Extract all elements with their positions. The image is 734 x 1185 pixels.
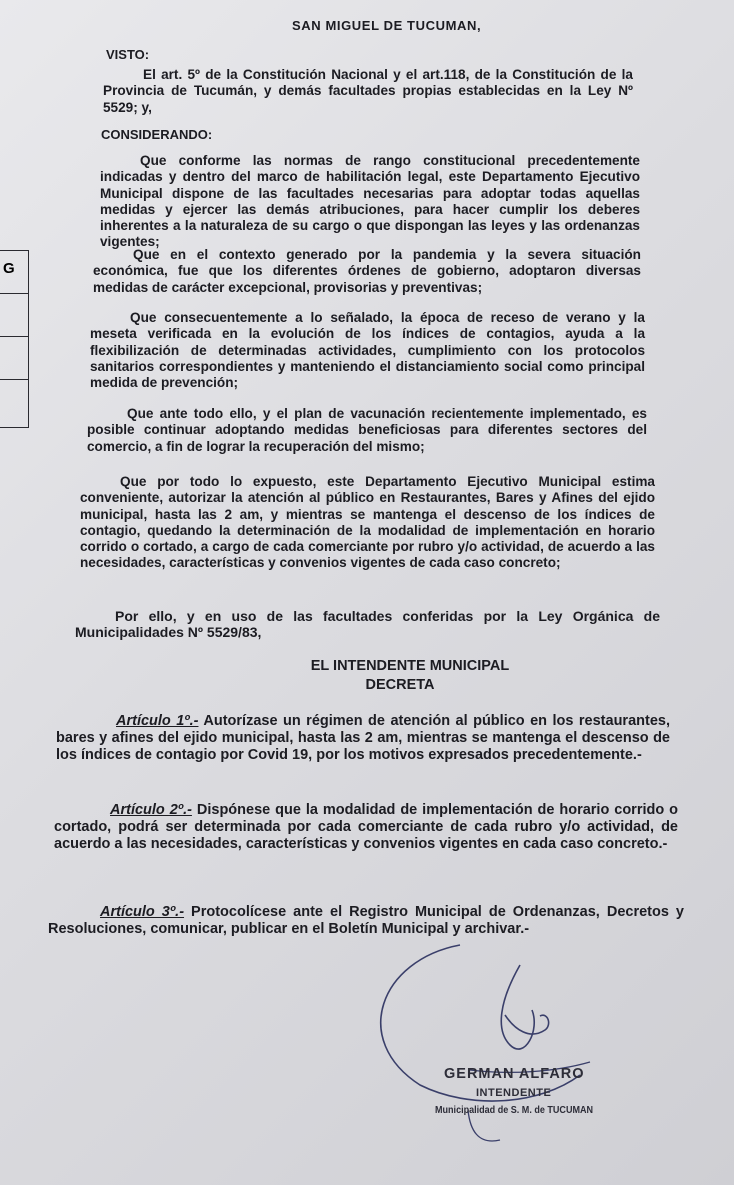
considerando-paragraph-5 [80, 474, 655, 572]
considerando-paragraph-3 [90, 310, 645, 391]
considerando-paragraph-2 [93, 247, 641, 296]
left-tab-cell [0, 337, 28, 380]
article-2-text: Dispónese que la modalidad de implementación de horario corrido o cortado, podrá ser determinada por cada comerciante de cada rubro y/o actividad, de acuerdo a las necesidades, características y convenios vigentes en cada caso concreto.- [54, 802, 678, 852]
signatory-municipality: Municipalidad de S. M. de TUCUMAN [435, 1104, 594, 1116]
article-2-label: Artículo 2º.- [110, 802, 192, 818]
considerando-text-2: Que en el contexto generado por la pandemia y la severa situación económica, fue que los diferentes órdenes de gobierno, adoptaron diversas medidas de carácter excepcional, provisorias y preventivas; [93, 247, 641, 295]
por-ello-text: y en uso de las facultades conferidas por la Ley Orgánica de Municipalidades Nº 5529/83, [75, 608, 660, 641]
decree-title: EL INTENDENTE MUNICIPAL [310, 658, 510, 674]
city-title: SAN MIGUEL DE TUCUMAN, [292, 18, 482, 33]
left-tab-cell [0, 380, 28, 423]
considerando-text-4: Que ante todo ello, y el plan de vacunación recientemente implementado, es posible continuar adoptando medidas beneficiosas para diferentes sectores del comercio, a fin de lograr la recuperación del mismo; [87, 406, 647, 454]
visto-text: El art. 5º de la Constitución Nacional y el art.118, de la Constitución de la Provincia de Tucumán, y demás facultades propias establecidas en la Ley Nº 5529; y, [103, 67, 633, 115]
article-2 [54, 802, 678, 852]
considerando-text-3: Que consecuentemente a lo señalado, la época de receso de verano y la meseta verificada en la evolución de los índices de contagios, ayuda a la flexibilización de determinadas actividades, cumplimiento con los protocolos sanitarios correspondientes y manteniendo el distanciamiento social como principal medida de prevención; [90, 310, 645, 391]
considerando-heading: CONSIDERANDO: [101, 127, 213, 142]
decree-verb: DECRETA [365, 677, 435, 693]
article-3-label: Artículo 3º.- [100, 904, 185, 920]
considerando-paragraph-1 [100, 153, 640, 251]
left-edge-tab [0, 250, 29, 428]
article-3 [48, 904, 684, 938]
article-1 [56, 713, 670, 763]
visto-heading: VISTO: [106, 47, 150, 62]
left-tab-letter: G [0, 251, 28, 294]
article-3-text: Protocolícese ante el Registro Municipal de Ordenanzas, Decretos y Resoluciones, comunicar, publicar en el Boletín Municipal y archivar.- [48, 904, 684, 937]
considerando-paragraph-4 [87, 406, 647, 455]
por-ello-paragraph [75, 608, 660, 641]
considerando-text-5: Que por todo lo expuesto, este Departamento Ejecutivo Municipal estima conveniente, autorizar la atención al público en Restaurantes, Bares y Afines del ejido municipal, hasta las 2 am, y mientras se mantenga el descenso de los índices de contagio, quedando la determinación de la modalidad de implementación en horario corrido o cortado, a cargo de cada comerciante por rubro y/o actividad, de acuerdo a las necesidades, características y convenios vigentes de cada caso concreto; [80, 474, 655, 571]
considerando-text-1: Que conforme las normas de rango constitucional precedentemente indicadas y dentro del marco de habilitación legal, este Departamento Ejecutivo Municipal dispone de las facultades necesarias para adoptar todas aquellas medidas y ejercer las demás atribuciones, para hacer cumplir los deberes inherentes a la naturaleza de su cargo o que dispongan las leyes y las ordenanzas vigentes; [100, 153, 640, 250]
left-tab-cell [0, 294, 28, 337]
visto-paragraph [103, 67, 633, 116]
signatory-name: GERMAN ALFARO [444, 1066, 585, 1082]
signatory-role: INTENDENTE [476, 1087, 552, 1099]
article-1-label: Artículo 1º.- [116, 713, 199, 729]
article-1-text: Autorízase un régimen de atención al público en los restaurantes, bares y afines del ejido municipal, hasta las 2 am, mientras se mantenga el descenso de los índices de contagio por Covid 19, por los motivos expresados precedentemente.- [56, 713, 670, 763]
por-ello-lead: Por ello, [115, 608, 177, 624]
